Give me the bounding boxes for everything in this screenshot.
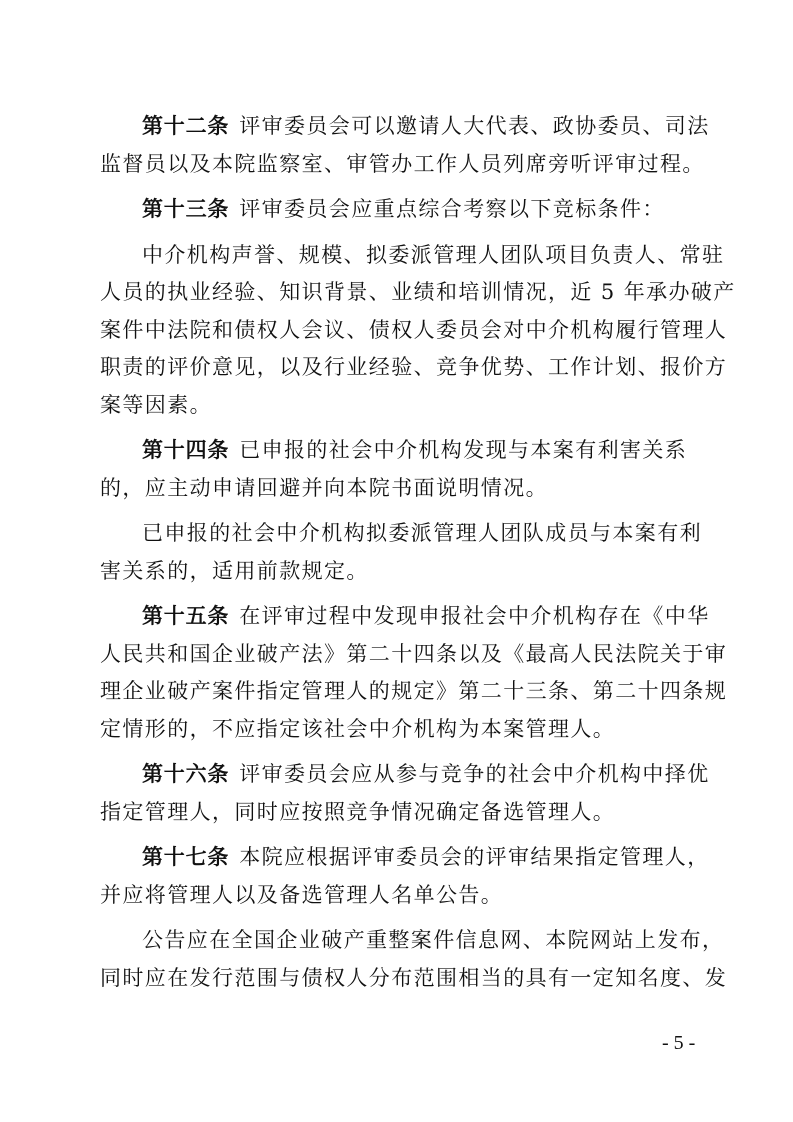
paragraph-line: 职责的评价意见，以及行业经验、竞争优势、工作计划、报价方 (100, 355, 728, 379)
paragraph-text: 评审委员会可以邀请人大代表、政协委员、司法 (239, 114, 710, 138)
paragraph-line (100, 191, 706, 229)
paragraph-text: 评审委员会应从参与竞争的社会中介机构中择优 (239, 762, 710, 786)
paragraph-text: 本院应根据评审委员会的评审结果指定管理人， (239, 845, 710, 869)
article-12-paragraph (100, 108, 710, 183)
paragraph-line: 定情形的，不应指定该社会中介机构为本案管理人。 (100, 716, 616, 741)
article-heading: 第十五条 (142, 604, 230, 628)
document-body (100, 108, 736, 1005)
paragraph-line: 人员的执业经验、知识背景、业绩和培训情况，近 5 年承办破产 (100, 280, 736, 304)
paragraph-line: 同时应在发行范围与债权人分布范围相当的具有一定知名度、发 (100, 965, 728, 990)
paragraph-line (100, 756, 710, 794)
article-heading: 第十六条 (142, 762, 230, 786)
paragraph-line (100, 108, 710, 146)
paragraph-line: 公告应在全国企业破产重整案件信息网、本院网站上发布， (142, 928, 725, 952)
paragraph-line: 案等因素。 (100, 392, 212, 417)
paragraph-line (100, 432, 706, 470)
article-heading: 第十二条 (142, 114, 230, 138)
article-13-paragraph (100, 191, 706, 229)
paragraph-text: 评审委员会应重点综合考察以下竞标条件： (239, 197, 665, 221)
paragraph-line: 的，应主动申请回避并向本院书面说明情况。 (100, 475, 548, 500)
paragraph-line: 并应将管理人以及备选管理人名单公告。 (100, 882, 504, 907)
article-16-paragraph (100, 756, 710, 831)
team-member-avoidance-paragraph (100, 515, 706, 590)
paragraph-line: 害关系的，适用前款规定。 (100, 558, 369, 583)
paragraph-line: 人民共和国企业破产法》第二十四条以及《最高人民法院关于审 (100, 641, 728, 666)
paragraph-line: 监督员以及本院监察室、审管办工作人员列席旁听评审过程。 (100, 151, 705, 176)
paragraph-line: 已申报的社会中介机构拟委派管理人团队成员与本案有利 (142, 521, 702, 545)
article-heading: 第十四条 (142, 438, 230, 462)
article-heading: 第十七条 (142, 845, 230, 869)
article-14-paragraph (100, 432, 706, 507)
paragraph-text: 在评审过程中发现申报社会中介机构存在《中华 (239, 604, 710, 628)
paragraph-line: 指定管理人，同时应按照竞争情况确定备选管理人。 (100, 799, 616, 824)
article-17-paragraph (100, 839, 710, 914)
article-heading: 第十三条 (142, 197, 230, 221)
paragraph-line (100, 839, 710, 877)
paragraph-line: 理企业破产案件指定管理人的规定》第二十三条、第二十四条规 (100, 679, 728, 703)
article-15-paragraph (100, 598, 728, 748)
paragraph-line: 中介机构声誉、规模、拟委派管理人团队项目负责人、常驻 (142, 242, 725, 267)
paragraph-text: 已申报的社会中介机构发现与本案有利害关系 (239, 438, 688, 462)
paragraph-line: 案件中法院和债权人会议、债权人委员会对中介机构履行管理人 (100, 317, 728, 342)
paragraph-line (100, 598, 710, 636)
bidding-conditions-paragraph (100, 237, 736, 425)
announcement-paragraph (100, 922, 728, 997)
page-number: - 5 - (662, 1032, 696, 1054)
